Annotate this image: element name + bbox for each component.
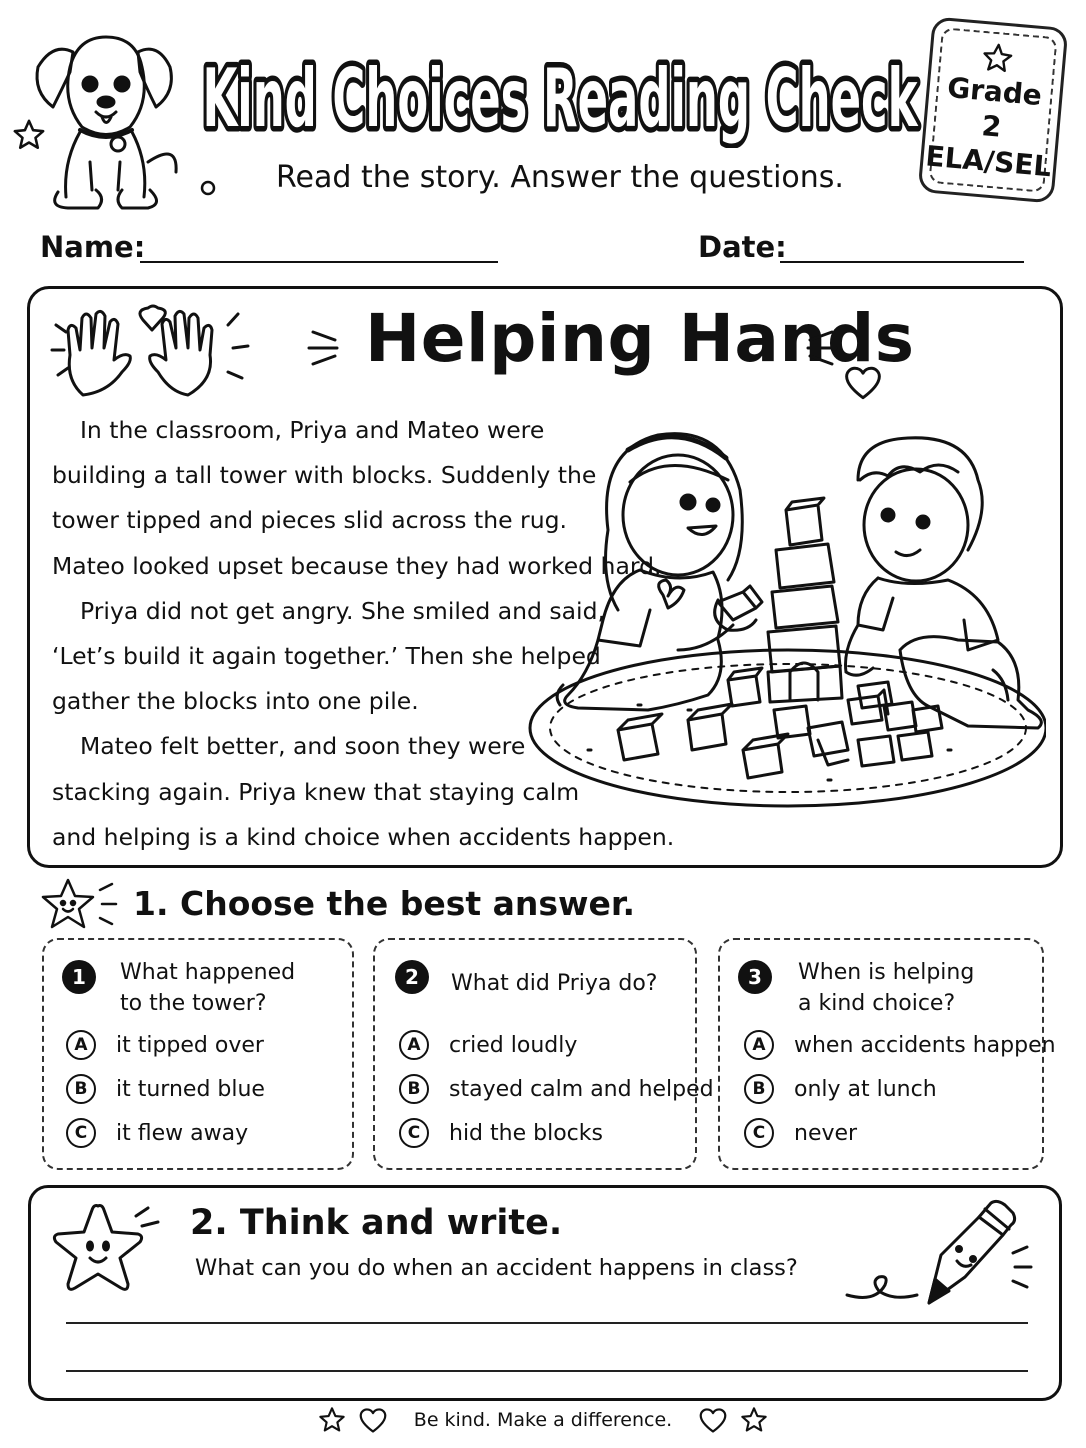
date-line[interactable]	[780, 261, 1024, 263]
grade-text: Grade 2	[946, 70, 1044, 144]
subject-text: ELA/SEL	[924, 138, 1053, 183]
section-2-heading: 2. Think and write.	[190, 1203, 563, 1243]
question-3-text: When is helping a kind choice?	[798, 960, 975, 1016]
question-3-option-b[interactable]: B only at lunch	[744, 1074, 937, 1104]
question-number-badge: 3	[738, 960, 772, 994]
question-2-option-a[interactable]: A cried loudly	[399, 1030, 577, 1060]
star-icon	[980, 40, 1015, 75]
worksheet-title	[195, 48, 925, 148]
story-paragraph-1: In the classroom, Priya and Mateo were building a tall tower with blocks. Suddenly the tower tipped and pieces slid across the rug. Mateo looked upset because they had worked hard.	[52, 416, 662, 580]
sparkle-left	[305, 322, 345, 372]
subtitle: Read the story. Answer the questions.	[276, 160, 844, 195]
story-paragraph-3: Mateo felt better, and soon they were stacking again. Priya knew that staying calm and helping is a kind choice when accidents happen.	[52, 732, 675, 851]
answer-line-2[interactable]	[66, 1370, 1028, 1372]
hands-icon	[48, 300, 263, 405]
section-1-heading: 1. Choose the best answer.	[133, 884, 635, 923]
section-2-prompt: What can you do when an accident happens in class?	[195, 1255, 798, 1281]
name-line[interactable]	[140, 261, 498, 263]
name-label: Name:	[40, 230, 146, 264]
question-2-option-b[interactable]: B stayed calm and helped	[399, 1074, 714, 1104]
question-1-option-b[interactable]: B it turned blue	[66, 1074, 265, 1104]
question-3-card	[718, 938, 1056, 1170]
answer-line-1[interactable]	[66, 1322, 1028, 1324]
question-1-option-a[interactable]: A it tipped over	[66, 1030, 264, 1060]
sparkle-right	[800, 322, 840, 372]
story-title: Helping Hands	[365, 300, 915, 377]
question-3-option-c[interactable]: C never	[744, 1118, 857, 1148]
story-text	[52, 408, 675, 860]
heart-icon	[698, 1407, 728, 1434]
question-2-card	[373, 938, 714, 1170]
heart-icon	[358, 1407, 388, 1434]
question-1-option-c[interactable]: C it flew away	[66, 1118, 248, 1148]
question-3-option-a[interactable]: A when accidents happen	[744, 1030, 1056, 1060]
grade-badge	[918, 16, 1069, 203]
star-icon	[318, 1406, 346, 1434]
question-number-badge: 1	[62, 960, 96, 994]
puppy-icon	[18, 22, 188, 212]
pencil-icon	[845, 1195, 1035, 1310]
footer-text: Be kind. Make a difference.	[413, 1409, 673, 1431]
footer	[300, 1400, 786, 1440]
question-number-badge: 2	[395, 960, 429, 994]
question-1-text: What happened to the tower?	[120, 960, 296, 1016]
question-2-option-c[interactable]: C hid the blocks	[399, 1118, 603, 1148]
smiling-star-icon	[38, 876, 128, 936]
date-label: Date:	[698, 230, 787, 264]
story-paragraph-2: Priya did not get angry. She smiled and said, ‘Let’s build it again together.’ Then she helped gather the blocks into one pile.	[52, 596, 605, 716]
kids-with-blocks-illustration	[528, 410, 1046, 810]
smiling-star-icon	[48, 1200, 166, 1300]
dot-decoration	[198, 178, 218, 198]
question-1-card	[42, 938, 354, 1170]
question-2-text: What did Priya do?	[451, 971, 658, 996]
star-icon	[12, 118, 46, 152]
star-icon	[740, 1406, 768, 1434]
heart-icon	[843, 365, 883, 401]
svg-text:Kind Choices Reading Check: Kind Choices Reading Check	[202, 52, 919, 145]
